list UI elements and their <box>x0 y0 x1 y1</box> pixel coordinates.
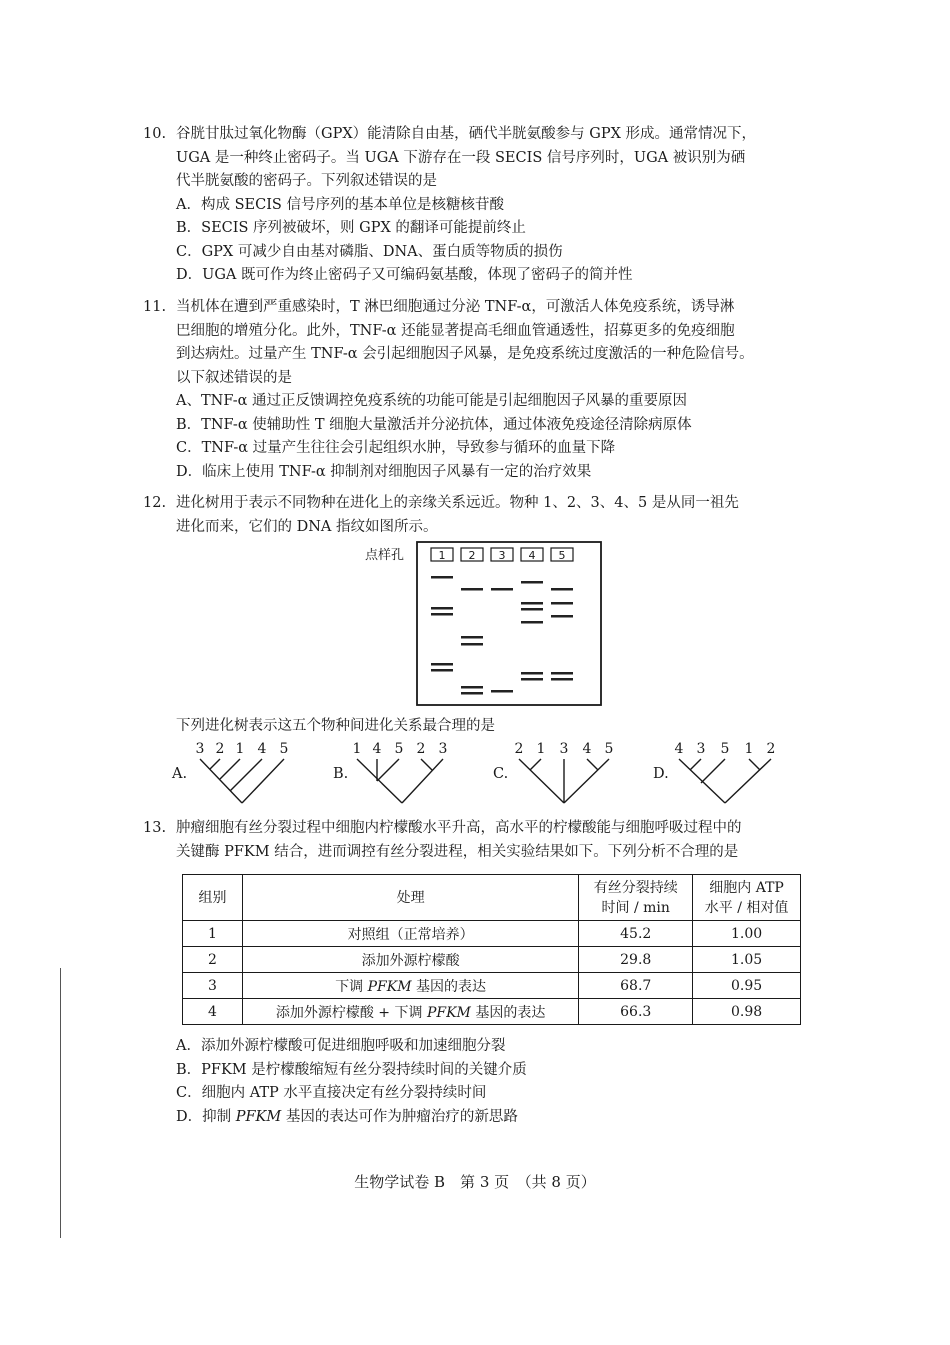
table-row <box>183 921 801 947</box>
tree-option-letter: C. <box>493 766 509 782</box>
lane-label: 4 <box>528 549 536 562</box>
header-line: 细胞内 ATP <box>709 879 784 896</box>
band <box>491 588 513 591</box>
cell-atp: 0.98 <box>693 999 801 1025</box>
band <box>461 686 483 689</box>
column-header-treatment: 处理 <box>242 875 578 921</box>
band <box>521 678 543 681</box>
experiment-table <box>182 874 801 1025</box>
band <box>551 588 573 591</box>
cell-duration: 45.2 <box>579 921 693 947</box>
option-d: D．抑制 PFKM 基因的表达可作为肿瘤治疗的新思路 <box>176 1108 518 1125</box>
option-b: B．SECIS 序列被破坏，则 GPX 的翻译可能提前终止 <box>176 220 526 236</box>
band <box>551 678 573 681</box>
question-12-stem <box>143 492 813 539</box>
question-number: 11. <box>143 299 167 315</box>
phylogenetic-tree <box>511 737 621 807</box>
cell-group: 1 <box>183 921 243 947</box>
band <box>491 690 513 693</box>
band <box>551 615 573 618</box>
tree-leaf: 4 <box>257 741 267 757</box>
question-13 <box>143 817 813 864</box>
stem-line: 以下叙述错误的是 <box>176 369 292 386</box>
tree-leaf: 3 <box>559 741 569 757</box>
cell-atp: 1.00 <box>693 921 801 947</box>
band <box>431 576 453 579</box>
band <box>521 602 543 605</box>
tree-leaf: 5 <box>720 741 730 757</box>
tree-leaf: 4 <box>582 741 592 757</box>
cell-duration: 29.8 <box>579 947 693 973</box>
cell-atp: 1.05 <box>693 947 801 973</box>
tree-leaf: 1 <box>352 741 362 757</box>
lane-label: 1 <box>438 549 446 562</box>
lane-label: 3 <box>498 549 506 562</box>
question-11-stem <box>143 296 813 390</box>
stem-line: 代半胱氨酸的密码子。下列叙述错误的是 <box>176 173 437 189</box>
cell-treatment: 下调 PFKM 基因的表达 <box>242 973 578 999</box>
gel-frame <box>417 542 601 705</box>
tree-leaf: 3 <box>195 741 205 757</box>
cell-group: 2 <box>183 947 243 973</box>
question-number: 13. <box>143 820 167 836</box>
question-11-options <box>143 390 813 484</box>
tree-leaf: 5 <box>279 741 289 757</box>
tree-leaf: 1 <box>744 741 754 757</box>
tree-leaf: 2 <box>766 741 776 757</box>
tree-leaf: 5 <box>394 741 404 757</box>
band <box>431 607 453 610</box>
cell-group: 3 <box>183 973 243 999</box>
question-number: 10. <box>143 126 167 142</box>
stem-line: 到达病灶。过量产生 TNF-α 会引起细胞因子风暴，是免疫系统过度激活的一种危险信号。 <box>176 346 754 362</box>
header-line: 有丝分裂持续 <box>593 879 678 896</box>
question-10 <box>143 123 813 288</box>
gene-name: PFKM <box>367 978 412 995</box>
tree-branches <box>679 759 771 803</box>
dna-fingerprint-gel <box>365 541 610 707</box>
scan-margin-line <box>60 968 61 1238</box>
stem-line: 巴细胞的增殖分化。此外，TNF-α 还能显著提高毛细血管通透性，招募更多的免疫细胞 <box>176 322 735 339</box>
band <box>521 608 543 611</box>
option-c: C．GPX 可减少自由基对磷脂、DNA、蛋白质等物质的损伤 <box>176 243 563 260</box>
tree-leaf: 4 <box>674 741 684 757</box>
table-header-row <box>183 875 801 921</box>
phylogenetic-tree <box>190 737 300 807</box>
header-line: 时间 / min <box>601 899 670 916</box>
band <box>551 672 573 675</box>
tree-option-letter: D. <box>653 766 669 782</box>
band <box>461 636 483 639</box>
option-b: B．PFKM 是柠檬酸缩短有丝分裂持续时间的关键介质 <box>176 1061 527 1078</box>
phylogenetic-tree <box>347 737 457 807</box>
option-a: A．添加外源柠檬酸可促进细胞呼吸和加速细胞分裂 <box>176 1038 506 1054</box>
gel-bands <box>431 576 573 695</box>
lane-label: 2 <box>468 549 476 562</box>
stem-line: 关键酶 PFKM 结合，进而调控有丝分裂进程，相关实验结果如下。下列分析不合理的是 <box>176 843 739 860</box>
question-10-options <box>143 194 813 288</box>
column-header-group: 组别 <box>183 875 243 921</box>
table-row <box>183 999 801 1025</box>
option-c: C．细胞内 ATP 水平直接决定有丝分裂持续时间 <box>176 1085 487 1101</box>
table-row <box>183 947 801 973</box>
option-c: C．TNF-α 过量产生往往会引起组织水肿，导致参与循环的血量下降 <box>176 440 616 456</box>
stem-line: 进化而来，它们的 DNA 指纹如图所示。 <box>176 518 438 535</box>
tree-leaf: 5 <box>604 741 614 757</box>
question-12 <box>143 492 813 539</box>
tree-option-letter: A. <box>172 766 188 782</box>
tree-branches <box>357 759 443 803</box>
band <box>521 621 543 624</box>
cell-treatment: 添加外源柠檬酸 + 下调 PFKM 基因的表达 <box>242 999 578 1025</box>
tree-leaf: 3 <box>438 741 448 757</box>
phylogenetic-tree <box>671 737 791 807</box>
band <box>551 602 573 605</box>
gene-name: PFKM <box>235 1108 282 1125</box>
tree-leaf: 2 <box>416 741 426 757</box>
question-11 <box>143 296 813 484</box>
band <box>431 669 453 672</box>
band <box>521 581 543 584</box>
cell-duration: 68.7 <box>579 973 693 999</box>
tree-leaf: 3 <box>696 741 706 757</box>
well-label: 点样孔 <box>365 548 405 563</box>
table-row <box>183 973 801 999</box>
tree-leaf: 1 <box>536 741 546 757</box>
column-header-duration <box>579 875 693 921</box>
option-d: D．UGA 既可作为终止密码子又可编码氨基酸，体现了密码子的简并性 <box>176 267 633 283</box>
tree-leaf: 2 <box>215 741 225 757</box>
page-footer: 生物学试卷 B 第 3 页 （共 8 页） <box>354 1173 596 1191</box>
tree-leaf: 1 <box>235 741 245 757</box>
stem-line: 肿瘤细胞有丝分裂过程中细胞内柠檬酸水平升高，高水平的柠檬酸能与细胞呼吸过程中的 <box>176 820 742 836</box>
question-13-stem <box>143 817 813 864</box>
column-header-atp <box>693 875 801 921</box>
option-b: B．TNF-α 使辅助性 T 细胞大量激活并分泌抗体，通过体液免疫途径清除病原体 <box>176 416 692 433</box>
cell-atp: 0.95 <box>693 973 801 999</box>
band <box>461 588 483 591</box>
stem-line: 当机体在遭到严重感染时，T 淋巴细胞通过分泌 TNF-α，可激活人体免疫系统，诱导淋 <box>176 299 735 315</box>
tree-leaf: 2 <box>514 741 524 757</box>
gene-name: PFKM <box>426 1004 471 1021</box>
band <box>431 663 453 666</box>
cell-treatment: 对照组（正常培养） <box>242 921 578 947</box>
header-line: 水平 / 相对值 <box>704 899 789 916</box>
cell-group: 4 <box>183 999 243 1025</box>
tree-branches <box>200 759 284 803</box>
band <box>521 672 543 675</box>
stem-line: UGA 是一种终止密码子。当 UGA 下游存在一段 SECIS 信号序列时，UGA 被识别为硒 <box>176 149 746 166</box>
cell-treatment: 添加外源柠檬酸 <box>242 947 578 973</box>
tree-leaf: 4 <box>372 741 382 757</box>
tree-branches <box>519 759 609 803</box>
option-a: A、TNF-α 通过正反馈调控免疫系统的功能可能是引起细胞因子风暴的重要原因 <box>176 393 688 409</box>
question-number: 12. <box>143 495 167 511</box>
cell-duration: 66.3 <box>579 999 693 1025</box>
question-10-stem <box>143 123 813 194</box>
option-a: A．构成 SECIS 信号序列的基本单位是核糖核苷酸 <box>176 196 504 213</box>
question-13-options <box>143 1035 813 1129</box>
band <box>461 643 483 646</box>
stem-line: 进化树用于表示不同物种在进化上的亲缘关系远近。物种 1、2、3、4、5 是从同一祖先 <box>176 495 739 511</box>
option-d: D．临床上使用 TNF-α 抑制剂对细胞因子风暴有一定的治疗效果 <box>176 463 592 480</box>
band <box>431 613 453 616</box>
band <box>461 692 483 695</box>
tree-question-caption: 下列进化树表示这五个物种间进化关系最合理的是 <box>176 718 495 734</box>
tree-option-letter: B. <box>333 766 349 782</box>
stem-line: 谷胱甘肽过氧化物酶（GPX）能清除自由基，硒代半胱氨酸参与 GPX 形成。通常情况下， <box>176 126 757 142</box>
lane-label: 5 <box>558 549 566 562</box>
